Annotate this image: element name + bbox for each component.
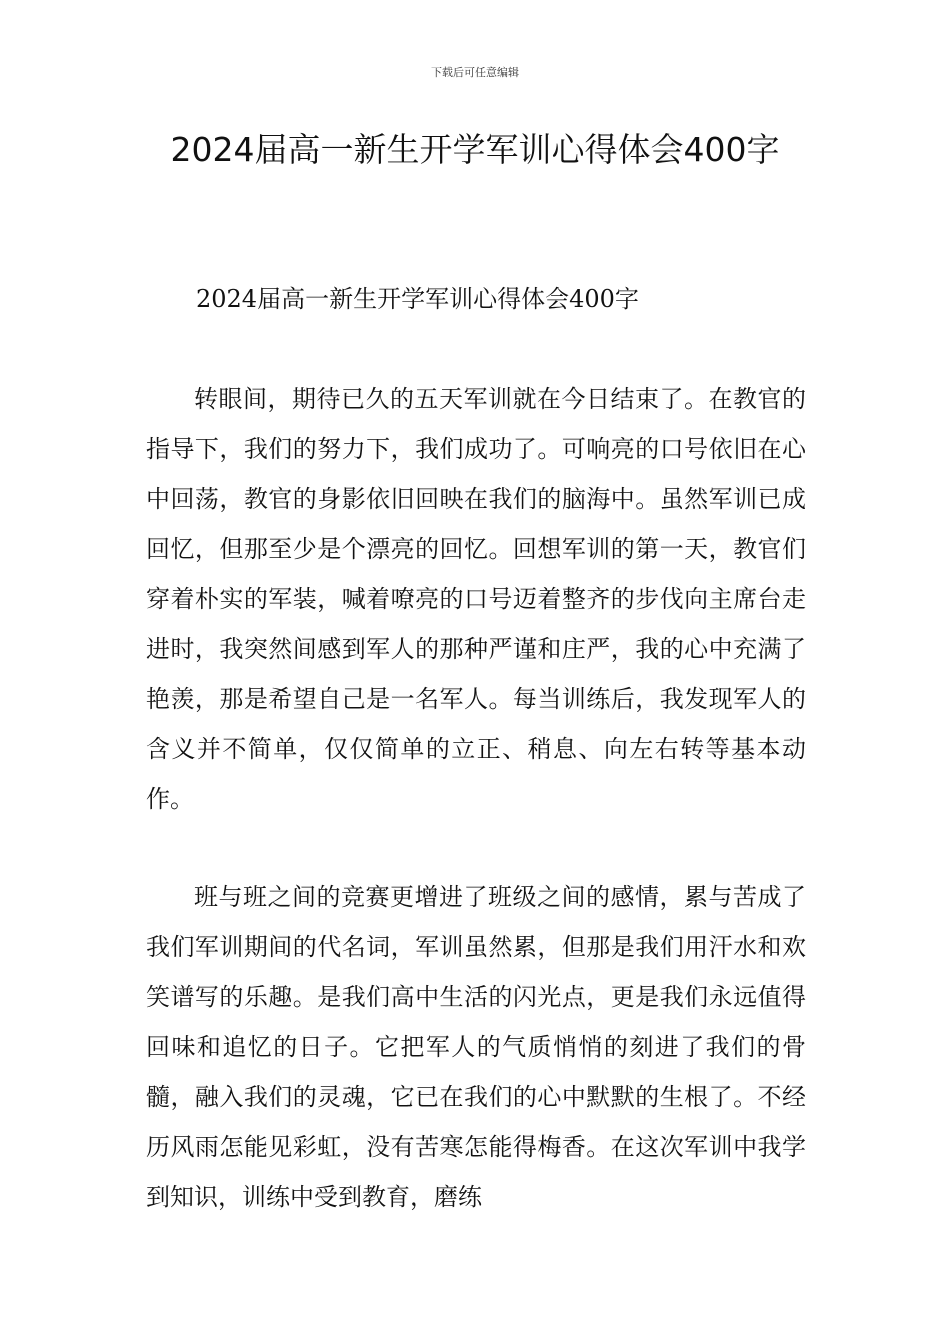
page-title: 2024届高一新生开学军训心得体会400字	[170, 130, 780, 169]
paragraph-2: 班与班之间的竞赛更增进了班级之间的感情，累与苦成了我们军训期间的代名词，军训虽然累，但那是我们用汗水和欢笑谱写的乐趣。是我们高中生活的闪光点，更是我们永远值得回味和追忆的日子。它把军人的气质悄悄的刻进了我们的骨髓，融入我们的灵魂，它已在我们的心中默默的生根了。不经历风雨怎能见彩虹，没有苦寒怎能得梅香。在这次军训中我学到知识，训练中受到教育，磨练	[146, 883, 806, 1211]
paragraph-1: 转眼间，期待已久的五天军训就在今日结束了。在教官的指导下，我们的努力下，我们成功了。可响亮的口号依旧在心中回荡，教官的身影依旧回映在我们的脑海中。虽然军训已成回忆，但那至少是个漂亮的回忆。回想军训的第一天，教官们穿着朴实的军装，喊着嘹亮的口号迈着整齐的步伐向主席台走进时，我突然间感到军人的那种严谨和庄严，我的心中充满了艳羡，那是希望自己是一名军人。每当训练后，我发现军人的含义并不简单，仅仅简单的立正、稍息、向左右转等基本动作。	[146, 385, 806, 813]
header-note: 下载后可任意编辑	[431, 66, 519, 79]
document-subtitle: 2024届高一新生开学军训心得体会400字	[196, 285, 639, 313]
